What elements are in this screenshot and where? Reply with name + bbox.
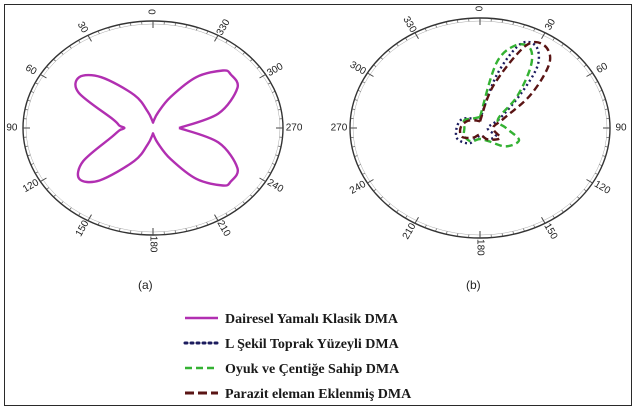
polar-b-tick-labels [331, 5, 627, 256]
polar-tick-label: 270 [285, 122, 303, 134]
legend-label-2: Oyuk ve Çentiğe Sahip DMA [225, 362, 400, 377]
panel-label-b: (b) [466, 278, 481, 292]
polar-tick-mark [78, 213, 80, 215]
polar-tick-mark [584, 65, 586, 67]
panel-label-a: (a) [138, 278, 153, 292]
legend-label-1: L Şekil Toprak Yüzeyli DMA [225, 337, 399, 352]
polar-tick-label: 60 [23, 62, 39, 78]
polar-tick-mark [78, 40, 80, 42]
polar-tick-label: 240 [265, 177, 286, 196]
polar-tick-mark [235, 46, 237, 48]
polar-tick-mark [235, 208, 237, 210]
polar-tick-mark [388, 50, 390, 52]
polar-tick-mark [374, 65, 376, 67]
polar-tick-label: 210 [214, 218, 233, 239]
polar-tick-label: 60 [594, 60, 610, 76]
polar-tick-mark [226, 213, 228, 215]
polar-tick-mark [388, 204, 390, 206]
polar-tick-mark [257, 188, 259, 190]
polar-tick-label: 120 [592, 178, 613, 197]
polar-tick-label: 300 [347, 59, 368, 78]
legend-item-0 [185, 312, 399, 327]
polar-tick-label: 180 [474, 239, 486, 256]
legend-label-0: Dairesel Yamalı Klasik DMA [225, 312, 399, 327]
polar-a-tick-marks [20, 21, 286, 235]
polar-a-inner-ring [26, 24, 280, 232]
polar-tick-mark [243, 202, 245, 204]
polar-a-series [75, 70, 237, 185]
legend-item-1 [185, 337, 400, 352]
polar-tick-label: 180 [147, 235, 159, 253]
polar-tick-label: 150 [73, 218, 92, 239]
polar-tick-mark [562, 210, 564, 212]
polar-tick-mark [47, 188, 49, 190]
polar-tick-mark [577, 57, 579, 59]
polar-series-line-2 [464, 44, 533, 146]
polar-tick-mark [250, 59, 252, 61]
polar-panel-b [331, 5, 627, 292]
polar-tick-mark [226, 40, 228, 42]
polar-tick-label: 210 [400, 221, 419, 242]
polar-tick-mark [396, 210, 398, 212]
polar-tick-mark [405, 38, 407, 40]
polar-tick-label: 0 [474, 5, 486, 12]
polar-panel-a [6, 9, 302, 292]
polar-tick-label: 330 [400, 14, 419, 35]
polar-tick-mark [243, 52, 245, 54]
polar-tick-label: 90 [615, 122, 627, 134]
polar-a-tick-labels [6, 9, 302, 253]
polar-tick-mark [553, 216, 555, 218]
polar-tick-label: 30 [543, 17, 559, 33]
polar-b-inner-ring [353, 21, 607, 235]
polar-series-line-1 [456, 42, 539, 143]
polar-tick-mark [570, 204, 572, 206]
polar-b-tick-marks [347, 18, 613, 238]
legend-label-3: Parazit eleman Eklenmiş DMA [225, 387, 412, 402]
polar-tick-mark [584, 189, 586, 191]
polar-tick-mark [380, 57, 382, 59]
polar-tick-mark [61, 202, 63, 204]
polar-tick-mark [405, 216, 407, 218]
polar-tick-mark [374, 189, 376, 191]
legend-item-2 [185, 362, 400, 377]
polar-tick-mark [570, 50, 572, 52]
polar-tick-mark [47, 67, 49, 69]
polar-tick-label: 0 [147, 9, 159, 15]
polar-b-series [456, 42, 550, 147]
polar-series-line-0 [75, 70, 237, 185]
legend [185, 312, 412, 402]
polar-series-line-3 [460, 42, 550, 140]
polar-tick-mark [577, 197, 579, 199]
polar-tick-mark [53, 59, 55, 61]
polar-tick-label: 300 [265, 61, 286, 80]
polar-tick-mark [380, 197, 382, 199]
legend-item-3 [185, 387, 412, 402]
polar-tick-mark [562, 44, 564, 46]
polar-tick-label: 240 [347, 178, 368, 197]
polar-tick-mark [69, 208, 71, 210]
polar-tick-label: 30 [74, 19, 90, 36]
polar-tick-mark [69, 46, 71, 48]
polar-tick-label: 150 [541, 221, 560, 242]
polar-tick-label: 330 [214, 17, 233, 38]
polar-tick-mark [396, 44, 398, 46]
polar-tick-mark [257, 67, 259, 69]
polar-tick-mark [61, 52, 63, 54]
polar-tick-label: 270 [330, 122, 348, 134]
polar-tick-mark [553, 38, 555, 40]
polar-tick-label: 120 [20, 177, 41, 196]
polar-tick-mark [250, 195, 252, 197]
polar-tick-label: 90 [6, 122, 18, 134]
polar-tick-mark [53, 195, 55, 197]
